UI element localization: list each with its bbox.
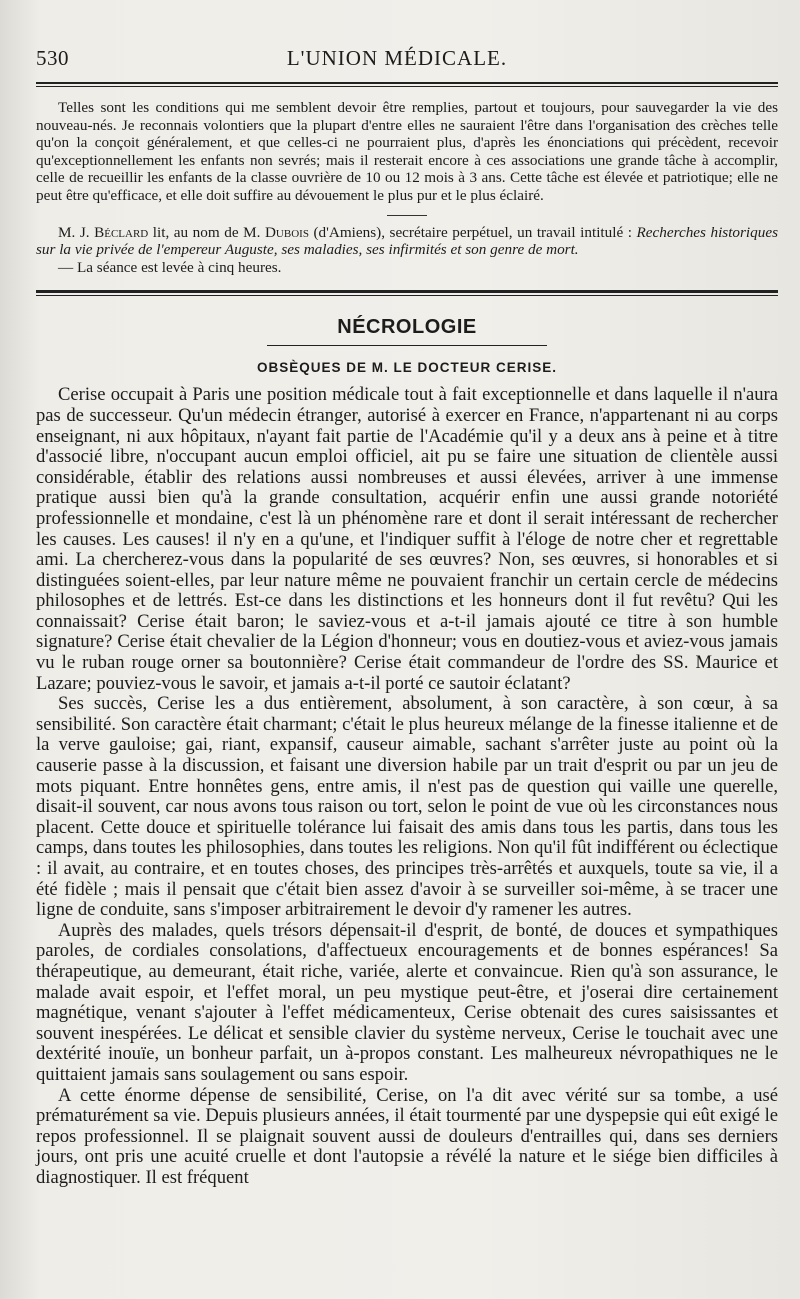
announcement-work-title: Recherches historiques sur la vie privée de l'empereur Auguste, ses maladies, ses infirmités et son genre de mort. [36,223,778,259]
announcement-name-dubois: Dubois [264,223,309,241]
title-underline [267,345,547,346]
article-paragraph: Cerise occupait à Paris une position médicale tout à fait exceptionnelle et dans laquelle il n'aura pas de successeur. Qu'un médecin étranger, autorisé à exercer en France, n'appartenant ni au corps enseignant, ni aux hôpitaux, n'ayant fait partie de l'Académie qu'il y a deux ans à peine et à titre d'associé libre, n'occupant aucun emploi officiel, ait pu se faire une situation de clientèle aussi considérable, établir des relations aussi nombreuses et aussi élevées, arriver à une immense pratique aussi bien qu'à la grande consultation, acquérir enfin une aussi grande notoriété professionnelle et mondaine, c'est là un phénomène rare et dont il serait intéressant de rechercher les causes. Les causes! il n'y en a qu'une, et l'indiquer suffit à l'éloge de notre cher et regrettable ami. La chercherez-vous dans la popularité de ses œuvres? Non, ses œuvres, si honorables et si distinguées soient-elles, par leur nature même ne pouvaient franchir un certain cercle de médecins philosophes et de lettrés. Est-ce dans les distinctions et les honneurs dont il fut revêtu? Qui les connaissait? Cerise était baron; le saviez-vous et a-t-il jamais ajouté ce titre à son humble signature? Cerise était chevalier de la Légion d'honneur; vous en doutiez-vous et aviez-vous jamais vu le ruban rouge orner sa boutonnière? Cerise était commandeur de l'ordre des SS. Maurice et Lazare; pouviez-vous le savoir, et jamais a-t-il porté ce sautoir éclatant? [36,384,778,694]
closing-line: — La séance est levée à cinq heures. [58,258,282,276]
running-title: L'UNION MÉDICALE. [286,46,508,70]
announcement-text-1: M. J. [58,223,95,241]
article-paragraph: Ses succès, Cerise les a dus entièrement, absolument, à son caractère, à son cœur, à sa sensibilité. Son caractère était charmant; c'était le plus heureux mélange de la finesse italienne et de la verve gauloise; gai, riant, expansif, causeur aimable, sachant s'arrêter juste au point où la causerie passe à la discussion, et faisant une diversion habile par un trait d'esprit ou par un jeu de mots piquant. Entre honnêtes gens, entre amis, il n'est pas de question qui vaille une querelle, disait-il souvent, car nous avons tous raison ou tort, selon le point de vue où les circonstances nous placent. Cette douce et spirituelle tolérance lui faisait des amis dans tous les partis, dans tous les camps, dans toutes les philosophies, dans toutes les religions. Non qu'il fût indifférent ou éclectique : il avait, au contraire, et en toutes choses, des principes très-arrêtés et auxquels, toute sa vie, il a été fidèle ; mais il pensait que c'était bien assez d'avoir à se surveiller soi-même, à se tracer une ligne de conduite, sans s'imposer arbitrairement le devoir d'y ramener les autres. [36,693,778,921]
article-body [36,385,778,1188]
separator-dash [387,215,427,216]
section-rule [36,290,778,296]
article-paragraph: Auprès des malades, quels trésors dépensait-il d'esprit, de bonté, de douces et sympathiques paroles, de cordiales consolations, d'affectueux encouragements et de bonnes espérances! Sa thérapeutique, au demeurant, était riche, variée, alerte et convaincue. Rien qu'à son assurance, le malade avait espoir, et l'effet moral, un peu mystique peut-être, et j'oserai dire certainement magnétique, venant s'ajouter à l'effet médicamenteux, Cerise obtenait des cures saisissantes et souvent inespérées. Le délicat et sensible clavier du système nerveux, Cerise le touchait avec une dextérité inouïe, un bonheur parfait, un à-propos constant. Les malheureux névropathiques ne le quittaient jamais sans soulagement ou sans espoir. [36,919,778,1085]
article-paragraph: A cette énorme dépense de sensibilité, Cerise, on l'a dit avec vérité sur sa tombe, a usé prématurément sa vie. Depuis plusieurs années, il était tourmenté par une dyspepsie qui eût exigé le repos professionnel. Il se plaignait souvent aussi de douleurs d'entrailles qui, dans ses derniers jours, ont pris une acuité cruelle et dont l'autopsie a révélé la nature et le siége bien difficiles à diagnostiquer. Il est fréquent [36,1084,778,1188]
intro-paragraph: Telles sont les conditions qui me semblent devoir être remplies, partout et toujours, pour sauvegarder la vie des nouveau-nés. Je reconnais volontiers que la plupart d'entre elles ne sauraient l'être dans l'organisation des crèches telle qu'on la conçoit généralement, et que celles-ci ne pourraient plus, d'après les énonciations qui précèdent, recevoir qu'exceptionnellement les enfants non sevrés; mais il resterait encore à ces associations une grande tâche à accomplir, celle de recueillir les enfants de la classe ouvrière de 10 ou 12 mois à 3 ans. Cette tâche est élevée et patriotique; elle ne peut être qu'efficace, et elle doit suffire au dévouement le plus pur et le plus éclairé. [36,99,778,204]
page-number: 530 [36,46,69,70]
announcement-paragraph [36,224,778,259]
announcement-text-3: (d'Amiens), secrétaire perpétuel, un travail intitulé : [308,223,637,241]
announcement-name-beclard: Béclard [94,223,149,241]
announcement-text-2: lit, au nom de M. [148,223,265,241]
page-header [36,46,778,72]
section-title: NÉCROLOGIE [337,316,477,339]
header-rule [36,82,778,87]
article-subtitle: OBSÈQUES DE M. LE DOCTEUR CERISE. [256,360,558,376]
